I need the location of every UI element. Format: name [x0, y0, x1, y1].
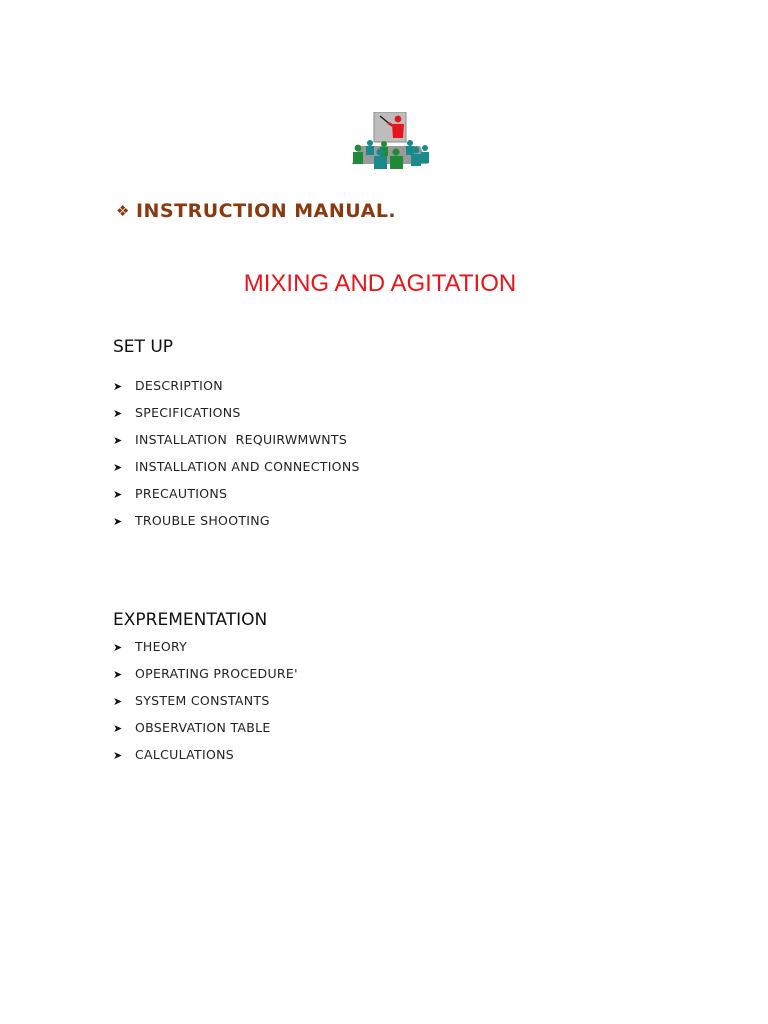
- arrow-bullet-icon: ➤: [113, 461, 123, 474]
- list-item: ➤ INSTALLATION REQUIRWMWNTS: [113, 426, 360, 453]
- experimentation-list: [113, 633, 298, 768]
- arrow-bullet-icon: ➤: [113, 434, 123, 447]
- document-title: [0, 270, 768, 298]
- manual-heading-text: INSTRUCTION MANUAL.: [135, 200, 397, 222]
- list-item: ➤ SYSTEM CONSTANTS: [113, 687, 298, 714]
- manual-heading: [116, 200, 396, 222]
- classroom-presenter-icon: [350, 112, 430, 170]
- list-item: ➤ DESCRIPTION: [113, 372, 360, 399]
- setup-list: [113, 372, 360, 534]
- section-title-setup: SET UP: [113, 337, 174, 357]
- arrow-bullet-icon: ➤: [113, 722, 123, 735]
- list-item: ➤ THEORY: [113, 633, 298, 660]
- document-title-text: MIXING AND AGITATION: [243, 270, 517, 297]
- list-item: ➤ SPECIFICATIONS: [113, 399, 360, 426]
- arrow-bullet-icon: ➤: [113, 515, 123, 528]
- list-item: ➤ CALCULATIONS: [113, 741, 298, 768]
- arrow-bullet-icon: ➤: [113, 695, 123, 708]
- arrow-bullet-icon: ➤: [113, 488, 123, 501]
- section-title-experimentation: EXPREMENTATION: [113, 610, 268, 630]
- list-item: ➤ OBSERVATION TABLE: [113, 714, 298, 741]
- arrow-bullet-icon: ➤: [113, 380, 123, 393]
- list-item: ➤ TROUBLE SHOOTING: [113, 507, 360, 534]
- list-item: ➤ INSTALLATION AND CONNECTIONS: [113, 453, 360, 480]
- arrow-bullet-icon: ➤: [113, 668, 123, 681]
- diamond-bullet-icon: ❖: [116, 202, 130, 220]
- list-item: ➤ OPERATING PROCEDURE': [113, 660, 298, 687]
- list-item: ➤ PRECAUTIONS: [113, 480, 360, 507]
- arrow-bullet-icon: ➤: [113, 407, 123, 420]
- arrow-bullet-icon: ➤: [113, 641, 123, 654]
- arrow-bullet-icon: ➤: [113, 749, 123, 762]
